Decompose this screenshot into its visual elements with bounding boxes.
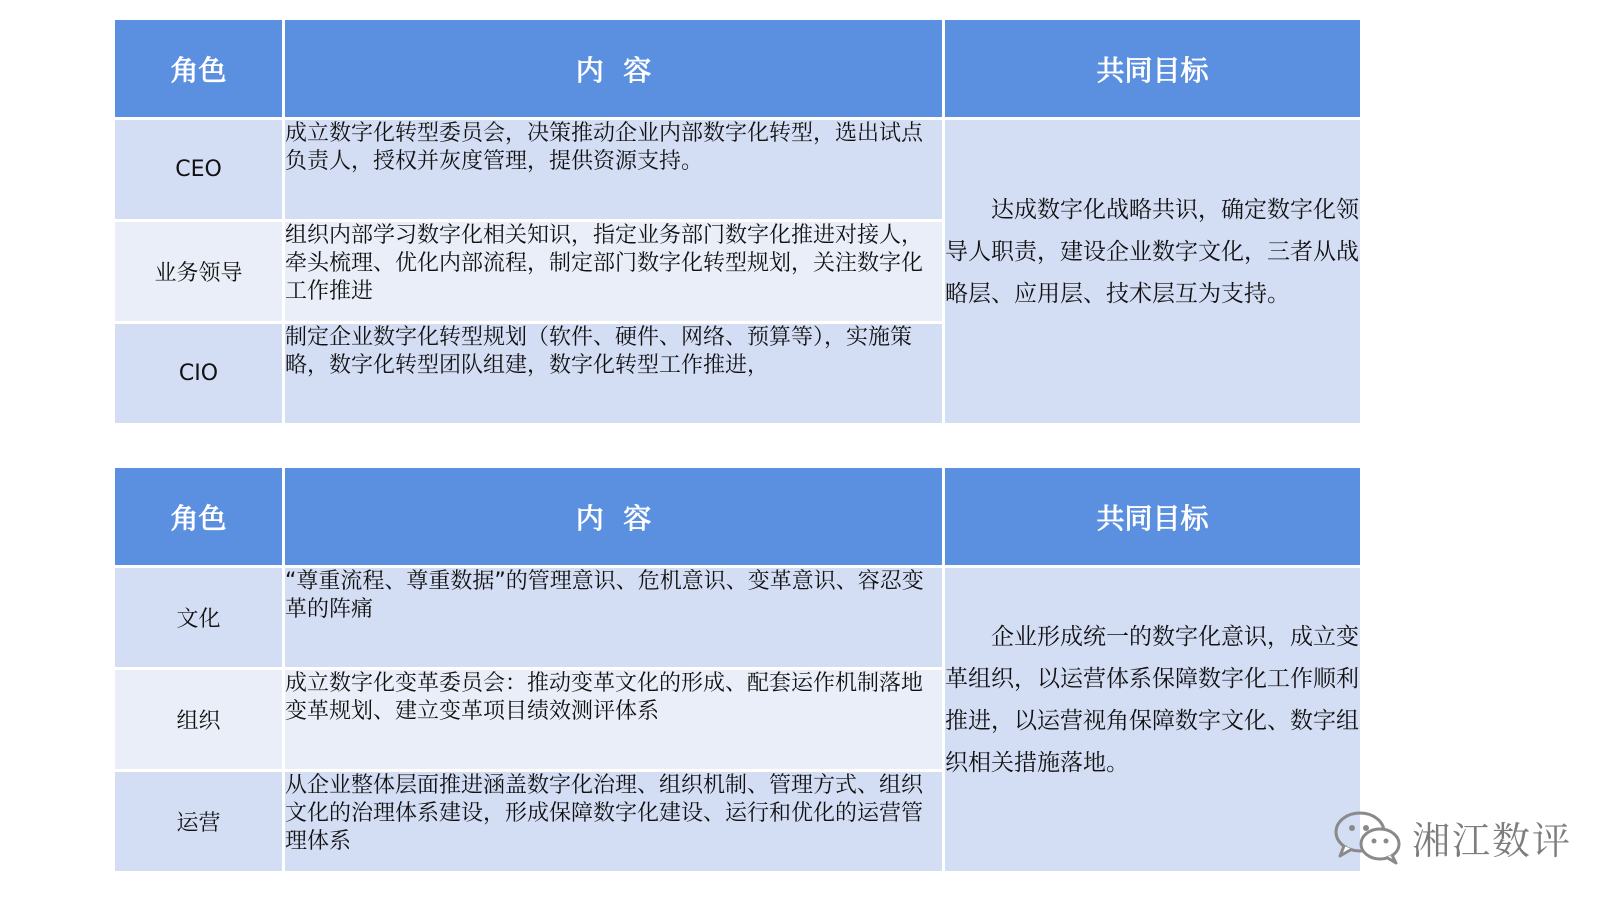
role-cell: 组织 — [114, 669, 284, 771]
goal-cell — [944, 567, 1362, 873]
table-row — [114, 567, 1362, 669]
watermark — [1332, 808, 1572, 866]
header-goal: 共同目标 — [944, 19, 1362, 119]
header-role: 角色 — [114, 467, 284, 567]
role-cell: 文化 — [114, 567, 284, 669]
goal-text: 企业形成统一的数字化意识，成立变革组织，以运营体系保障数字化工作顺利推进，以运营视角保障数字文化、数字组织相关措施落地。 — [945, 623, 1359, 776]
watermark-text: 湘江数评 — [1412, 818, 1573, 863]
content-cell: 从企业整体层面推进涵盖数字化治理、组织机制、管理方式、组织文化的治理体系建设，形成保障数字化建设、运行和优化的运营管理体系 — [284, 771, 944, 873]
content-cell: 制定企业数字化转型规划（软件、硬件、网络、预算等），实施策略，数字化转型团队组建，数字化转型工作推进， — [284, 323, 944, 425]
header-content: 内 容 — [284, 19, 944, 119]
role-cell: 业务领导 — [114, 221, 284, 323]
role-cell: 运营 — [114, 771, 284, 873]
header-content: 内 容 — [284, 467, 944, 567]
content-cell: “尊重流程、尊重数据”的管理意识、危机意识、变革意识、容忍变革的阵痛 — [284, 567, 944, 669]
role-cell: CIO — [114, 323, 284, 425]
roles-table-1 — [112, 17, 1363, 426]
content-cell: 成立数字化转型委员会，决策推动企业内部数字化转型，选出试点负责人，授权并灰度管理，提供资源支持。 — [284, 119, 944, 221]
role-cell: CEO — [114, 119, 284, 221]
header-goal: 共同目标 — [944, 467, 1362, 567]
header-role: 角色 — [114, 19, 284, 119]
wechat-icon — [1332, 808, 1404, 866]
roles-table-2 — [112, 465, 1363, 874]
content-cell: 组织内部学习数字化相关知识，指定业务部门数字化推进对接人，牵头梳理、优化内部流程，制定部门数字化转型规划，关注数字化工作推进 — [284, 221, 944, 323]
table-row — [114, 119, 1362, 221]
goal-cell — [944, 119, 1362, 425]
goal-text: 达成数字化战略共识，确定数字化领导人职责，建设企业数字文化，三者从战略层、应用层、技术层互为支持。 — [945, 196, 1359, 307]
content-cell: 成立数字化变革委员会：推动变革文化的形成、配套运作机制落地变革规划、建立变革项目绩效测评体系 — [284, 669, 944, 771]
